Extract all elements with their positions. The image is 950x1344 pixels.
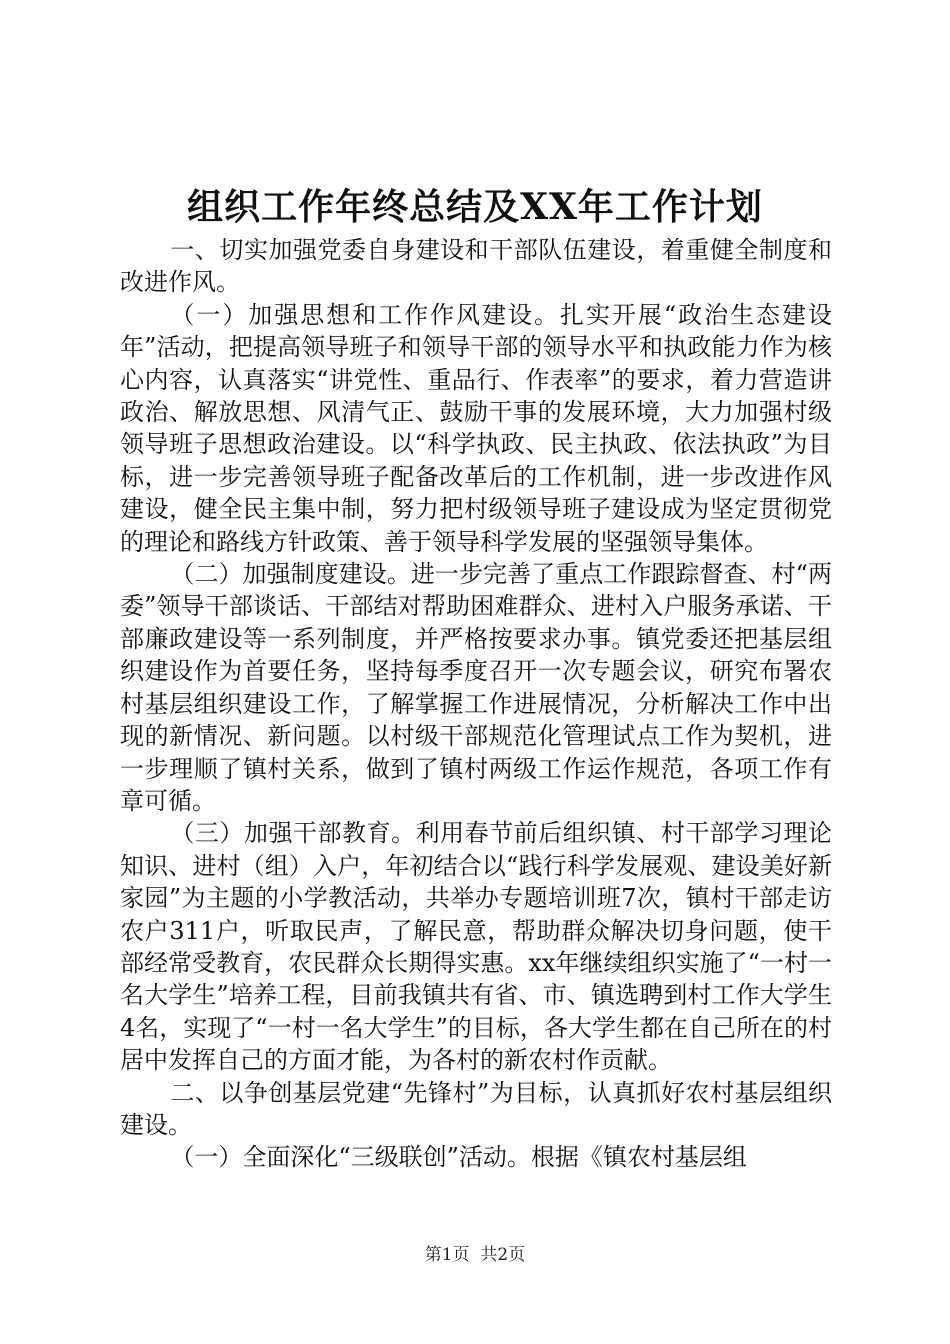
section-heading-2: 二、以争创基层党建“先锋村”为目标，认真抓好农村基层组织建设。 [120, 1078, 832, 1139]
document-title: 组织工作年终总结及XX年工作计划 [187, 186, 763, 228]
paragraph-2-1: （一）全面深化“三级联创”活动。根据《镇农村基层组 [170, 1143, 747, 1172]
document-body [120, 234, 832, 1174]
page-total: 共2页 [480, 1245, 526, 1265]
paragraph-1-2: （二）加强制度建设。进一步完善了重点工作跟踪督查、村“两委”领导干部谈话、干部结对帮助困难群众、进村入户服务承诺、干部廉政建设等一系列制度，并严格按要求办事。镇党委还把基层组织建设作为首要任务，坚持每季度召开一次专题会议，研究布署农村基层组织建设工作，了解掌握工作进展情况，分析解决工作中出现的新情况、新问题。以村级干部规范化管理试点工作为契机，进一步理顺了镇村关系，做到了镇村两级工作运作规范，各项工作有章可循。 [120, 560, 832, 815]
footer-spacer [470, 1245, 481, 1265]
page-number: 第1页 [424, 1245, 470, 1265]
paragraph-1-3: （三）加强干部教育。利用春节前后组织镇、村干部学习理论知识、进村（组）入户，年初结合以“践行科学发展观、建设美好新家园”为主题的小学教活动，共举办专题培训班7次，镇村干部走访农户311户，听取民声，了解民意，帮助群众解决切身问题，使干部经常受教育，农民群众长期得实惠。xx年继续组织实施了“一村一名大学生”培养工程，目前我镇共有省、市、镇选聘到村工作大学生4名，实现了“一村一名大学生”的目标，各大学生都在自己所在的村居中发挥自己的方面才能，为各村的新农村作贡献。 [120, 819, 832, 1075]
page-footer [0, 1243, 950, 1267]
paragraph-1-1: （一）加强思想和工作作风建设。扎实开展“政治生态建设年”活动，把提高领导班子和领导干部的领导水平和执政能力作为核心内容，认真落实“讲党性、重品行、作表率”的要求，着力营造讲政治、解放思想、风清气正、鼓励干事的发展环境，大力加强村级领导班子思想政治建设。以“科学执政、民主执政、依法执政”为目标，进一步完善领导班子配备改革后的工作机制，进一步改进作风建设，健全民主集中制，努力把村级领导班子建设成为坚定贯彻党的理论和路线方针政策、善于领导科学发展的坚强领导集体。 [120, 300, 832, 556]
section-heading-1: 一、切实加强党委自身建设和干部队伍建设，着重健全制度和改进作风。 [120, 236, 832, 297]
